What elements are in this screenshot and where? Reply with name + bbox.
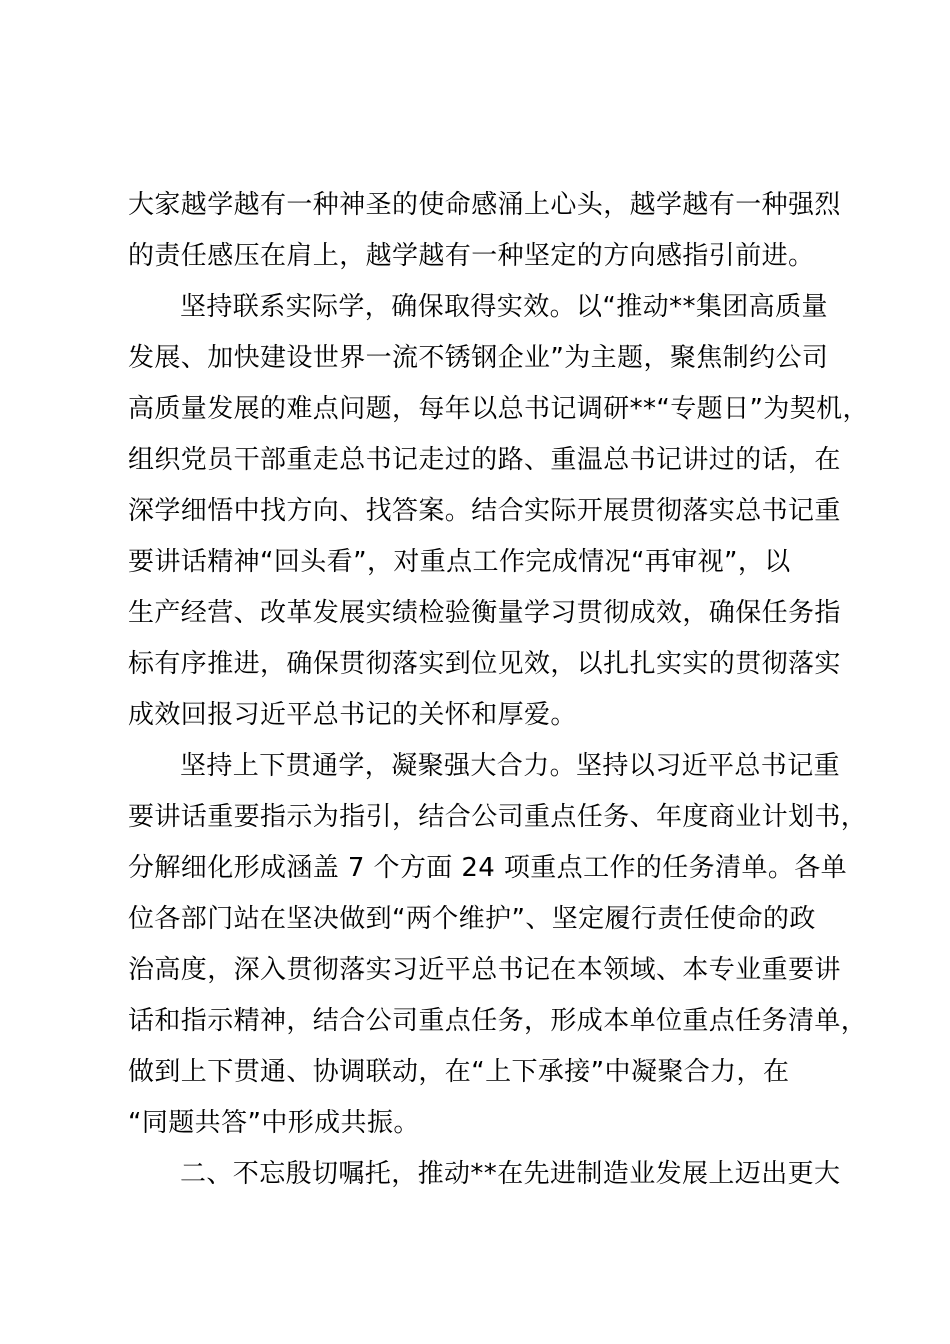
body-text-line: 大家越学越有一种神圣的使命感涌上心头，越学越有一种强烈 — [128, 190, 841, 220]
body-text-line: 治高度，深入贯彻落实习近平总书记在本领域、本专业重要讲 — [128, 955, 841, 985]
body-text-line: 要讲话精神“回头看”，对重点工作完成情况“再审视”，以 — [128, 547, 791, 577]
body-text-line: 生产经营、改革发展实绩检验衡量学习贯彻成效，确保任务指 — [128, 598, 841, 628]
body-text-line: 的责任感压在肩上，越学越有一种坚定的方向感指引前进。 — [128, 241, 815, 271]
body-text-line: 标有序推进，确保贯彻落实到位见效，以扎扎实实的贯彻落实 — [128, 649, 841, 679]
paragraph-start-line: 坚持上下贯通学，凝聚强大合力。坚持以习近平总书记重 — [180, 751, 841, 781]
section-heading: 二、不忘殷切嘱托，推动**在先进制造业发展上迈出更大 — [180, 1159, 841, 1189]
body-text-line: 位各部门站在坚决做到“两个维护”、坚定履行责任使命的政 — [128, 904, 816, 934]
body-text-line: 话和指示精神，结合公司重点任务，形成本单位重点任务清单， — [128, 1006, 868, 1036]
body-text-line: 成效回报习近平总书记的关怀和厚爱。 — [128, 700, 577, 730]
body-text-line: 组织党员干部重走总书记走过的路、重温总书记讲过的话，在 — [128, 445, 841, 475]
body-text-line: 做到上下贯通、协调联动，在“上下承接”中凝聚合力，在 — [128, 1057, 790, 1087]
body-text-line: “同题共答”中形成共振。 — [128, 1108, 420, 1138]
body-text-line: 要讲话重要指示为指引，结合公司重点任务、年度商业计划书， — [128, 802, 868, 832]
body-text-line: 深学细悟中找方向、找答案。结合实际开展贯彻落实总书记重 — [128, 496, 841, 526]
body-text-line: 分解细化形成涵盖 7 个方面 24 项重点工作的任务清单。各单 — [128, 853, 848, 883]
body-text-line: 高质量发展的难点问题，每年以总书记调研**“专题日”为契机， — [128, 394, 869, 424]
body-text-line: 发展、加快建设世界一流不锈钢企业”为主题，聚焦制约公司 — [128, 343, 829, 373]
paragraph-start-line: 坚持联系实际学，确保取得实效。以“推动**集团高质量 — [180, 292, 828, 322]
